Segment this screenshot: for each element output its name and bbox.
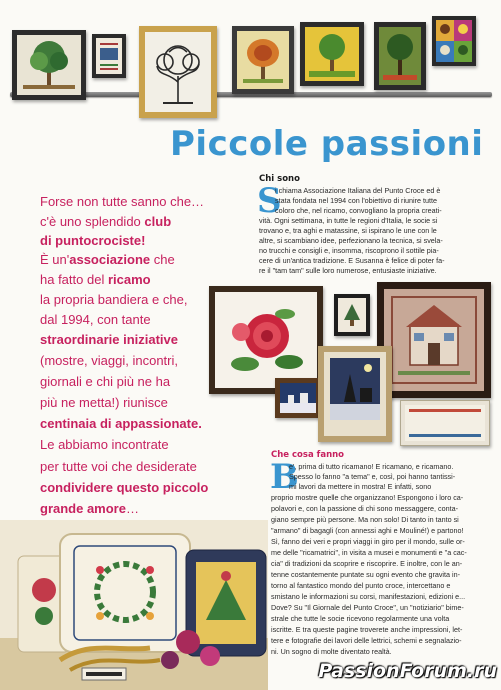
body-line: i chiama Associazione Italiana del Punto Croce ed è <box>275 186 441 195</box>
body-line: smistano le informazioni su corsi, manifestazioni, edizioni e... <box>271 592 466 601</box>
lead-line: È un'associazione che <box>40 252 175 267</box>
body-line: tere e fotografie dei lavori delle lettrici, schemi e segnalazio- <box>271 636 462 645</box>
body-line: vità. Ogni settimana, in tutte le regioni d'Italia, le socie si <box>259 216 438 225</box>
framed-small-sampler <box>92 34 126 78</box>
section-heading-chi-sono: Chi sono <box>259 174 300 184</box>
body-line: Sì, fanno dei veri e propri viaggi in giro per il mondo, sulle or- <box>271 537 465 546</box>
lead-line: Forse non tutte sanno che… <box>40 194 205 209</box>
framed-night-scene-large <box>318 346 392 442</box>
lead-line: (mostre, viaggi, incontri, <box>40 353 178 368</box>
framed-dark-tree <box>374 22 426 90</box>
body-line: stata fondata nel 1994 con l'obiettivo di riunire tutte <box>275 196 437 205</box>
body-line: cia" di tradizioni da scoprire e riscoprire. E inoltre, con le an- <box>271 559 463 568</box>
body-line: iscritte. E tra queste pagine troverete anche impressioni, let- <box>271 625 463 634</box>
body-line: me delle "ricamatrici", in visita a musei e monumenti e "a cac- <box>271 548 467 557</box>
framed-calligraphy-tree <box>139 26 217 118</box>
lead-line: centinaia di appassionate. <box>40 416 202 431</box>
watermark: PassionForum.ru <box>318 660 497 682</box>
framed-sampler-border <box>400 400 490 446</box>
lead-line: straordinarie iniziative <box>40 332 178 347</box>
body-line: strale che tutte le socie ricevono regolarmente una volta <box>271 614 450 623</box>
lead-line: dal 1994, con tante <box>40 312 151 327</box>
framed-autumn-tree <box>232 26 294 94</box>
lead-line: c'è uno splendido club <box>40 214 172 229</box>
lead-line: di puntocrociste! <box>40 233 146 248</box>
lead-line: Le abbiamo incontrate <box>40 437 169 452</box>
body-line: no trucchi e consigli e, insomma, riscoprono il sottile pia- <box>259 246 439 255</box>
body-line: trovano e, tra aghi e matassine, si ispirano le une con le <box>259 226 437 235</box>
framed-green-tree <box>300 22 364 86</box>
body-line: e', prima di tutto ricamano! E ricamano, e ricamano. <box>289 462 454 471</box>
body-line: mi lavori da mettere in mostra! E infatti, sono <box>289 482 432 491</box>
body-line: tenne costantemente puntate su ogni evento che gravita in- <box>271 570 460 579</box>
body-line: altre, si scambiano idee, perfezionano la tecnica, si svela- <box>259 236 443 245</box>
framed-night-scene-small <box>275 378 321 418</box>
framed-tree-embroidery <box>12 30 86 100</box>
cushions-photo <box>0 520 268 690</box>
lead-line: ha fatto del ricamo <box>40 272 151 287</box>
body-line: "armano" di bagagli (con annessi aghi e Mouliné!) e partono! <box>271 526 464 535</box>
body-line: torno al fantastico mondo del punto croce, intercettano e <box>271 581 451 590</box>
framed-tree-motif <box>334 294 370 336</box>
dropcap-b: B <box>270 457 299 497</box>
lead-line: per tutte voi che desiderate <box>40 459 197 474</box>
body-line: ni. Un sogno di molte diventato realtà. <box>271 647 392 656</box>
body-line: Spesso lo fanno "a tema" e, così, poi hanno tantissi- <box>289 472 456 481</box>
lead-line: più ne metta!) riunisce <box>40 395 168 410</box>
lead-line: giornali e chi più ne ha <box>40 374 171 389</box>
section-heading-che-cosa-fanno: Che cosa fanno <box>271 450 345 460</box>
body-line: coloro che, nel ricamo, convogliano la propria creati- <box>275 206 442 215</box>
page-title: Piccole passioni <box>170 124 484 164</box>
framed-house-sampler <box>377 282 491 398</box>
lead-line: condividere questo piccolo <box>40 480 209 495</box>
body-line: re il "tam tam" sulle loro numerose, entusiaste iniziative. <box>259 266 437 275</box>
framed-four-trees <box>432 16 476 66</box>
body-line: polavori e, con la passione di chi sono messaggere, conta- <box>271 504 458 513</box>
body-line: giano sempre più persone. Ma non solo! Di tanto in tanto si <box>271 515 459 524</box>
dropcap-s: S <box>257 181 282 221</box>
body-line: proprio mostre quelle che organizzano! Espongono i loro ca- <box>271 493 464 502</box>
body-line: Dove? Su "Il Giornale del Punto Croce", un "notiziario" bime- <box>271 603 464 612</box>
lead-line: la propria bandiera e che, <box>40 292 188 307</box>
body-line: cere di un'antica tradizione. E Susanna è felice di poter fa- <box>259 256 445 265</box>
lead-line: grande amore… <box>40 501 139 516</box>
